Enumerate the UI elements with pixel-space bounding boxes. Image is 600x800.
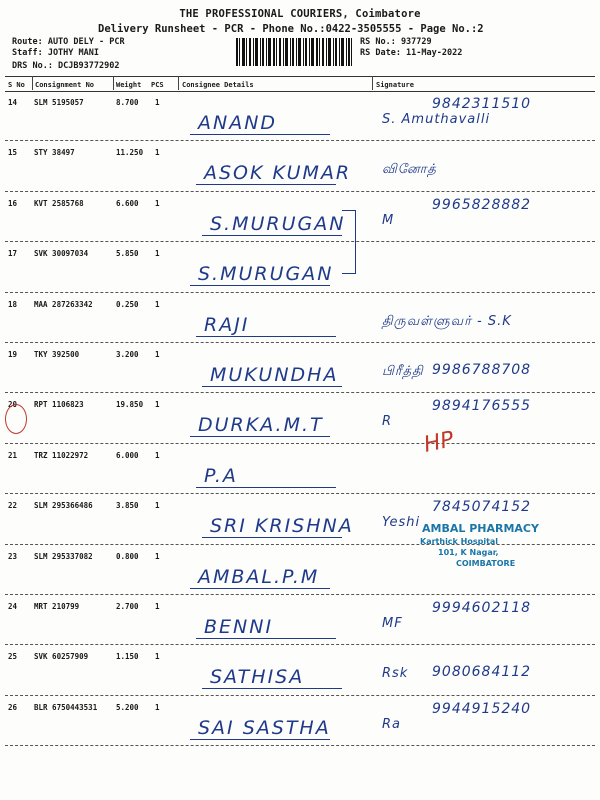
- name-underline: [202, 537, 342, 538]
- row-pcs: 1: [155, 148, 160, 158]
- row-signature: திருவள்ளுவர் - S.K: [382, 313, 512, 329]
- row-weight: 6.600: [116, 198, 139, 208]
- row-pcs: 1: [155, 98, 160, 107]
- row-sno: 21: [8, 450, 18, 460]
- row-signature: வினோத்: [382, 162, 437, 178]
- name-underline: [202, 386, 342, 387]
- row-pcs: 1: [155, 551, 160, 561]
- row-consignee-name: S.MURUGAN: [198, 263, 334, 286]
- row-phone: 9944915240: [432, 700, 532, 717]
- row-sno: 19: [8, 350, 18, 359]
- row-pcs: 1: [155, 450, 160, 460]
- row-pcs: 1: [155, 501, 160, 511]
- company-title: THE PROFESSIONAL COURIERS, Coimbatore: [179, 8, 421, 20]
- row-consignment-no: TRZ 11022972: [34, 450, 89, 460]
- row-consignee-name: BENNI: [204, 616, 274, 638]
- row-consignee-name: SRI KRISHNA: [210, 515, 354, 538]
- row-consignment-no: BLR 6750443531: [34, 702, 98, 712]
- row-signature: Rsk: [382, 666, 409, 682]
- row-sno: 15: [8, 148, 18, 158]
- row-consignee-name: SAI SASTHA: [198, 716, 331, 739]
- row-signature: MF: [382, 616, 403, 631]
- row-phone: 7845074152: [432, 499, 532, 516]
- row-pcs: 1: [155, 249, 160, 259]
- row-separator: [5, 140, 595, 141]
- row-consignment-no: MAA 287263342: [34, 299, 93, 309]
- row-separator: [5, 644, 595, 645]
- row-weight: 0.800: [116, 551, 139, 561]
- row-sno: 24: [8, 602, 18, 611]
- row-separator: [5, 443, 595, 444]
- row-consignee-name: SATHISA: [210, 666, 305, 689]
- name-underline: [196, 336, 336, 337]
- row-sno: 17: [8, 249, 18, 259]
- row-weight: 6.000: [116, 450, 139, 460]
- row-consignment-no: SVK 60257909: [34, 652, 89, 662]
- drs-label: DRS No.: DCJB93772902: [12, 61, 120, 71]
- hp-mark: HP: [421, 427, 457, 458]
- row-separator: [5, 241, 595, 242]
- row-signature: R: [382, 414, 393, 430]
- name-underline: [190, 588, 330, 589]
- col-divider: [178, 76, 179, 90]
- col-header-consignment: Consignment No: [35, 81, 95, 89]
- row-separator: [5, 745, 595, 746]
- row-consignment-no: SLM 5195057: [34, 98, 84, 107]
- row-phone: 9080684112: [432, 664, 532, 681]
- col-divider: [32, 76, 33, 90]
- row-pcs: 1: [155, 400, 160, 410]
- row-weight: 5.850: [116, 249, 139, 259]
- col-header-consignee: Consignee Details: [182, 81, 254, 89]
- bracket-mark: [342, 210, 356, 274]
- row-signature: M: [382, 212, 395, 228]
- col-header-pcs: PCS: [151, 81, 164, 89]
- row-phone: 9894176555: [432, 398, 532, 415]
- row-consignee-name: S.MURUGAN: [210, 212, 346, 235]
- row-consignment-no: MRT 210799: [34, 602, 80, 611]
- row-phone: 9994602118: [432, 600, 532, 616]
- col-header-sno: S No: [8, 81, 25, 89]
- stamp-line-4: COIMBATORE: [456, 559, 516, 568]
- table-top-rule: [5, 76, 595, 77]
- row-weight: 5.200: [116, 702, 139, 712]
- name-underline: [190, 285, 330, 286]
- row-signature: S. Amuthavalli: [382, 112, 491, 127]
- row-sno: 14: [8, 98, 18, 107]
- name-underline: [196, 487, 336, 488]
- row-pcs: 1: [155, 350, 160, 359]
- row-consignee-name: MUKUNDHA: [210, 364, 339, 386]
- col-divider: [372, 76, 373, 90]
- row-consignee-name: ANAND: [198, 112, 278, 134]
- row-pcs: 1: [155, 299, 160, 309]
- row-separator: [5, 695, 595, 696]
- col-header-signature: Signature: [376, 81, 414, 89]
- name-underline: [190, 436, 330, 437]
- row-signature: Ra: [382, 716, 401, 732]
- row-pcs: 1: [155, 652, 160, 662]
- row-consignee-name: P.A: [204, 464, 238, 487]
- row-sno: 23: [8, 551, 18, 561]
- row-pcs: 1: [155, 602, 160, 611]
- row-consignee-name: AMBAL.P.M: [198, 565, 320, 588]
- row-weight: 3.850: [116, 501, 139, 511]
- row-phone: 9986788708: [432, 362, 532, 378]
- row-weight: 0.250: [116, 299, 139, 309]
- name-underline: [196, 638, 336, 639]
- row-weight: 11.250: [116, 148, 144, 158]
- row-consignment-no: KVT 2585768: [34, 198, 84, 208]
- rs-date: RS Date: 11-May-2022: [360, 48, 463, 58]
- row-sno: 25: [8, 652, 18, 662]
- row-weight: 3.200: [116, 350, 139, 359]
- row-separator: [5, 191, 595, 192]
- barcode-icon: [236, 38, 352, 66]
- name-underline: [190, 134, 330, 135]
- row-weight: 8.700: [116, 98, 139, 107]
- runsheet-title: Delivery Runsheet - PCR - Phone No.:0422-3505555 - Page No.:2: [98, 23, 484, 35]
- row-consignment-no: STY 38497: [34, 148, 75, 158]
- row-signature: Yeshi: [382, 515, 421, 531]
- header-bottom-rule: [5, 91, 595, 92]
- row-consignment-no: RPT 1106823: [34, 400, 84, 410]
- row-consignment-no: SLM 295366486: [34, 501, 93, 511]
- stamp-line-2: Karthick Hospital: [420, 537, 499, 546]
- rs-number: RS No.: 937729: [360, 37, 432, 47]
- row-consignee-name: ASOK KUMAR: [204, 162, 352, 185]
- name-underline: [196, 184, 336, 185]
- staff-label: Staff: JOTHY MANI: [12, 48, 99, 58]
- row-consignment-no: TKY 392500: [34, 350, 80, 359]
- col-divider: [113, 76, 114, 90]
- row-separator: [5, 594, 595, 595]
- route-label: Route: AUTO DELY - PCR: [12, 37, 125, 47]
- stamp-line-1: AMBAL PHARMACY: [422, 522, 539, 535]
- row-separator: [5, 493, 595, 494]
- row-consignment-no: SVK 30097034: [34, 249, 89, 259]
- row-sno: 16: [8, 198, 18, 208]
- row-phone: 9965828882: [432, 196, 532, 213]
- row-pcs: 1: [155, 198, 160, 208]
- row-sno: 26: [8, 702, 18, 712]
- row-separator: [5, 392, 595, 393]
- col-header-weight: Weight: [116, 81, 142, 89]
- row-pcs: 1: [155, 702, 160, 712]
- row-sno: 20: [8, 400, 18, 410]
- row-consignee-name: DURKA.M.T: [198, 414, 324, 437]
- row-weight: 19.850: [116, 400, 144, 410]
- row-separator: [5, 292, 595, 293]
- stamp-line-3: 101, K Nagar,: [438, 548, 499, 557]
- row-weight: 1.150: [116, 652, 139, 662]
- row-separator: [5, 342, 595, 343]
- row-sno: 22: [8, 501, 18, 511]
- name-underline: [202, 235, 342, 236]
- name-underline: [190, 739, 330, 740]
- circle-mark: [5, 404, 27, 434]
- row-phone: 9842311510: [432, 96, 532, 112]
- pharmacy-stamp: [410, 522, 570, 582]
- row-signature: பிரீத்தி: [382, 364, 424, 379]
- row-consignment-no: SLM 295337082: [34, 551, 93, 561]
- row-consignee-name: RAJI: [204, 313, 250, 336]
- row-sno: 18: [8, 299, 18, 309]
- name-underline: [202, 688, 342, 689]
- row-weight: 2.700: [116, 602, 139, 611]
